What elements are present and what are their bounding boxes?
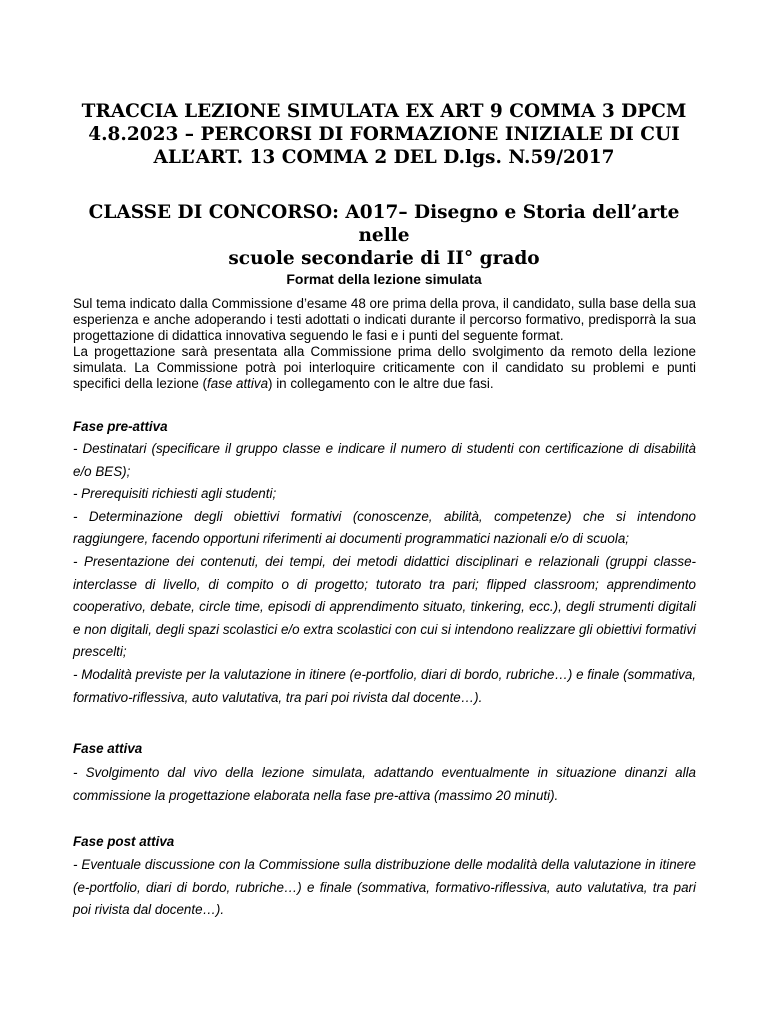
classe-line: scuole secondarie di II° grado	[228, 248, 540, 269]
classe-concorso-heading	[60, 201, 708, 270]
intro-p2-end: ) in collegamento con le altre due fasi.	[268, 376, 494, 391]
list-item: - Prerequisiti richiesti agli studenti;	[73, 486, 277, 502]
list-item: - Eventuale discussione con la Commissione sulla distribuzione delle modalità della valutazione in itinere (e-portfolio, diari di bordo, rubriche…) e finale (sommativa, formativo-riflessiva, auto valutativa, tra pari poi rivista dal docente…).	[73, 857, 696, 918]
title-line: ALL’ART. 13 COMMA 2 DEL D.lgs. N.59/2017	[153, 147, 615, 168]
list-item: - Presentazione dei contenuti, dei tempi, dei metodi didattici disciplinari e relazionali (gruppi classe-interclasse di livello, di compito o di progetto; tutorato tra pari; flipped classroom; apprendimento cooperativo, debate, circle time, episodi di apprendimento situato, tinkering, ecc.), degli strumenti digitali e non digitali, degli spazi scolastici e/o extra scolastici con cui si intendono realizzare gli obiettivi formativi prescelti;	[73, 553, 696, 660]
list-item: - Modalità previste per la valutazione in itinere (e-portfolio, diari di bordo, rubriche…) e finale (sommativa, formativo-riflessiva, auto valutativa, tra pari poi rivista dal docente…).	[73, 666, 696, 705]
intro-p2-italic: fase attiva	[206, 376, 269, 391]
intro-text	[73, 296, 696, 392]
fase-attiva-heading: Fase attiva	[73, 741, 143, 756]
intro-paragraph-1: Sul tema indicato dalla Commissione d’esame 48 ore prima della prova, il candidato, sulla base della sua esperienza e anche adoperando i testi adottati o indicati durante il percorso formativo, predisporrà la sua progettazione di didattica innovativa seguendo le fasi e i punti del seguente format.	[73, 296, 696, 343]
fase-pre-attiva-heading: Fase pre-attiva	[73, 419, 168, 434]
classe-line: CLASSE DI CONCORSO: A017– Disegno e Storia dell’arte nelle	[88, 202, 680, 246]
fase-post-attiva-heading: Fase post attiva	[73, 834, 175, 849]
title-line: 4.8.2023 – PERCORSI DI FORMAZIONE INIZIALE DI CUI	[88, 124, 680, 145]
list-item: - Destinatari (specificare il gruppo classe e indicare il numero di studenti con certificazione di disabilità e/o BES);	[73, 441, 696, 479]
fase-attiva-list	[73, 762, 696, 807]
fase-pre-attiva-list	[73, 438, 696, 709]
document-title	[60, 100, 708, 169]
list-item: - Svolgimento dal vivo della lezione simulata, adattando eventualmente in situazione dinanzi alla commissione la progettazione elaborata nella fase pre-attiva (massimo 20 minuti).	[73, 765, 696, 803]
title-line: TRACCIA LEZIONE SIMULATA EX ART 9 COMMA 3 DPCM	[81, 101, 687, 122]
format-title: Format della lezione simulata	[286, 271, 482, 287]
intro-paragraph-2	[73, 344, 696, 392]
intro-p2-text: La progettazione sarà presentata alla Commissione prima dello svolgimento da remoto della lezione simulata. La Commissione potrà poi interloquire criticamente con il candidato su problemi e punti specifici della lezione (	[73, 344, 696, 391]
fase-post-attiva-list	[73, 854, 696, 922]
list-item: - Determinazione degli obiettivi formativi (conoscenze, abilità, competenze) che si intendono raggiungere, facendo opportuni riferimenti ai documenti programmatici nazionali e/o di scuola;	[73, 508, 696, 547]
